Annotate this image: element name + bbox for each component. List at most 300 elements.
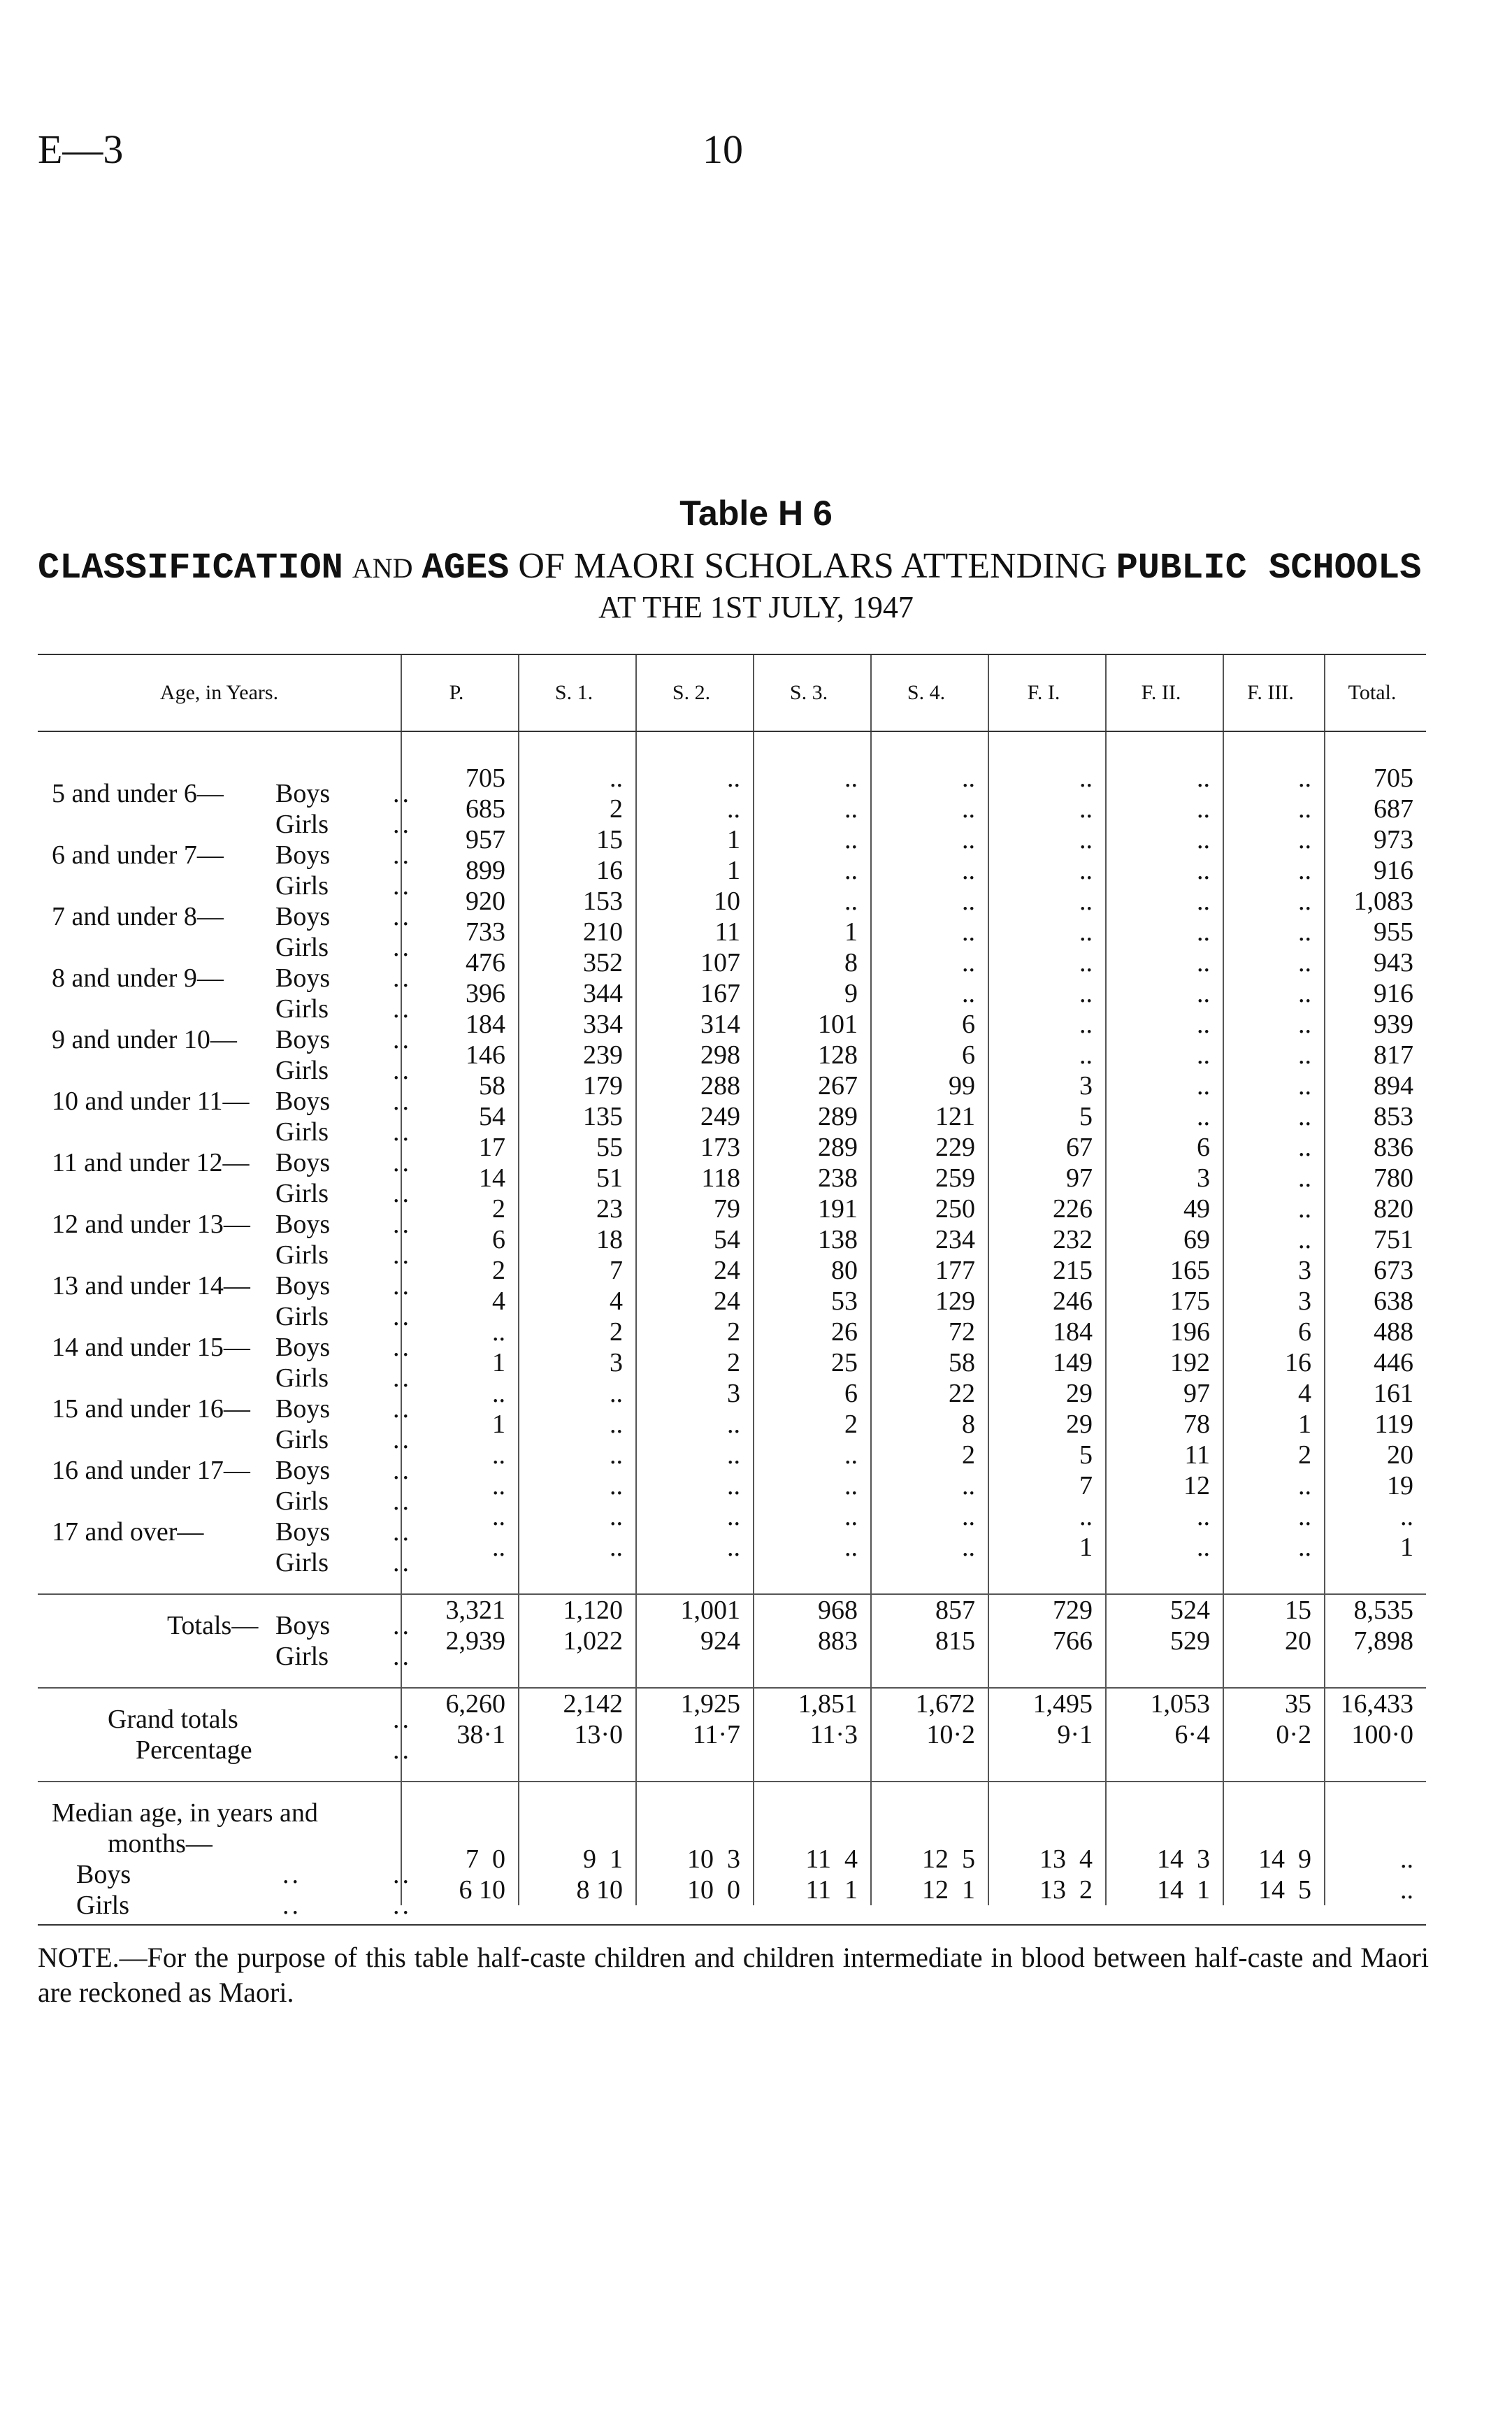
row-label [38,1532,412,1577]
table-cell: 820 [1325,1194,1426,1224]
table-cell: 2,142 [519,1688,636,1719]
table-cell: 55 [519,1132,636,1163]
table-cell: 97 [1106,1378,1223,1409]
table-cell: 210 [519,917,636,947]
table-cell: .. [1106,947,1223,978]
table-cell: 6,260 [401,1688,519,1719]
table-cell: 729 [988,1594,1106,1626]
table-cell: .. [1223,1501,1325,1532]
table-row [38,1532,1426,1563]
leader-dots: .. [393,1705,412,1734]
spacer-row [38,731,1426,763]
table-cell: 1 [988,1532,1106,1563]
table-cell: 899 [401,855,519,886]
table-cell: 446 [1325,1347,1426,1378]
spacer-row [38,1656,1426,1688]
leader-dots: .. [393,1056,412,1085]
table-cell: .. [871,1532,988,1563]
table-cell: 529 [1106,1626,1223,1656]
table-cell: 67 [988,1132,1106,1163]
table-cell: 1 [1325,1532,1426,1563]
sex-label: Girls [275,1117,329,1147]
table-cell: .. [636,1470,754,1501]
table-cell: .. [988,855,1106,886]
sex-label: Boys [275,1333,331,1362]
table-cell: 13 4 [988,1844,1106,1875]
table-row [38,1440,1426,1470]
table-cell: 238 [754,1163,871,1194]
title-part-1: CLASSIFICATION [38,547,343,589]
leader-dots: .. [393,871,412,901]
leader-dots: .. [393,1456,412,1485]
row-label [38,1719,412,1765]
table-cell: 7 0 [401,1844,519,1875]
column-header: S. 2. [636,654,754,731]
table-row [38,1009,1426,1040]
table-cell: 894 [1325,1070,1426,1101]
table-row [38,947,1426,978]
table-cell: 29 [988,1409,1106,1440]
table-row [38,1347,1426,1378]
sex-label: Boys [275,840,331,870]
table-cell: 1,120 [519,1594,636,1626]
age-range: 12 and under 13— [52,1210,250,1239]
table-cell: 246 [988,1286,1106,1317]
table-cell: .. [871,1470,988,1501]
leader-dots: .. [393,1517,412,1547]
table-cell: .. [871,978,988,1009]
sex-label: Boys [275,1087,331,1116]
table-cell: .. [988,1009,1106,1040]
table-cell: .. [1223,1224,1325,1255]
table-cell: 49 [1106,1194,1223,1224]
median-boys-label: Boys [76,1860,131,1889]
leader-dots: .. [393,1333,412,1362]
sex-label: Girls [275,1425,329,1454]
table-cell: 3 [1223,1255,1325,1286]
table-cell: 396 [401,978,519,1009]
leader-dots: .. [393,1425,412,1454]
table-row [38,824,1426,855]
table-cell: .. [401,1317,519,1347]
leader-dots: .. [393,902,412,931]
sex-label: Boys [275,1517,331,1547]
table-cell: .. [1223,886,1325,917]
table-cell: 5 [988,1440,1106,1470]
row-label [38,1317,412,1362]
totals-row [38,1626,1426,1656]
leader-dots: .. [393,1891,412,1920]
table-cell: 10 [636,886,754,917]
sex-label: Girls [275,1302,329,1331]
table-cell: 23 [519,1194,636,1224]
table-cell: 184 [988,1317,1106,1347]
table-cell: 54 [401,1101,519,1132]
table-cell: 6·4 [1106,1719,1223,1750]
table-cell: 10 3 [636,1844,754,1875]
table-cell: .. [1325,1875,1426,1905]
table-cell: .. [401,1501,519,1532]
table-cell: 97 [988,1163,1106,1194]
table-cell: 119 [1325,1409,1426,1440]
table-cell: .. [988,886,1106,917]
table-cell: 229 [871,1132,988,1163]
table-cell: .. [1106,1501,1223,1532]
leader-dots: .. [393,1240,412,1270]
leader-dots: .. [393,1271,412,1300]
grand-totals-row [38,1688,1426,1719]
table-cell: 118 [636,1163,754,1194]
table-cell: .. [636,1501,754,1532]
table-cell: 58 [871,1347,988,1378]
table-cell: 1 [636,855,754,886]
table-cell: .. [871,824,988,855]
table-cell: 8 [754,947,871,978]
table-cell: .. [871,886,988,917]
table-cell: .. [1223,1470,1325,1501]
table-cell: 973 [1325,824,1426,855]
table-cell: 14 9 [1223,1844,1325,1875]
table-cell: 149 [988,1347,1106,1378]
row-label [38,1688,412,1734]
row-label [38,886,412,931]
table-row [38,1317,1426,1347]
column-header: Age, in Years. [38,654,401,731]
row-label [38,1347,412,1393]
sex-label: Girls [275,871,329,901]
leader-dots: .. [393,1860,412,1889]
table-cell: 2 [519,794,636,824]
table-cell: 215 [988,1255,1106,1286]
table-cell: 289 [754,1132,871,1163]
sex-label: Boys [275,963,331,993]
age-range: 13 and under 14— [52,1271,250,1300]
table-cell: .. [519,1440,636,1470]
column-header: F. III. [1223,654,1325,731]
row-label [38,947,412,993]
title-part-5: PUBLIC SCHOOLS [1116,547,1422,589]
table-cell: 943 [1325,947,1426,978]
table-cell: 69 [1106,1224,1223,1255]
table-cell: 16,433 [1325,1688,1426,1719]
leader-dots: .. [393,963,412,993]
table-subtitle: AT THE 1ST JULY, 1947 [598,590,914,624]
table-cell: 14 3 [1106,1844,1223,1875]
sex-label: Girls [275,1486,329,1516]
column-header: Total. [1325,654,1426,731]
leader-dots: .. [393,1087,412,1116]
table-cell: 12 [1106,1470,1223,1501]
leader-dots: .. [393,1394,412,1424]
table-cell: 673 [1325,1255,1426,1286]
table-row [38,794,1426,824]
table-cell: 939 [1325,1009,1426,1040]
table-cell: 20 [1325,1440,1426,1470]
table-cell: .. [1106,1101,1223,1132]
leader-dots: .. [393,1025,412,1054]
table-cell: 476 [401,947,519,978]
table-cell: .. [636,763,754,794]
sex-label: Girls [275,1642,329,1671]
footnote-text: —For the purpose of this table half-caste children and children intermediate in blood between half-caste and Maori are reckoned as Maori. [38,1942,1429,2008]
row-label [38,1501,412,1547]
table-row [38,1070,1426,1101]
table-cell: .. [1106,1532,1223,1563]
table-row [38,1470,1426,1501]
table-cell: 6 [871,1040,988,1070]
table-cell: .. [754,1440,871,1470]
table-cell: 10 0 [636,1875,754,1905]
table-cell: .. [871,763,988,794]
percentage-row [38,1719,1426,1750]
sex-label: Boys [275,1025,331,1054]
table-cell: .. [871,855,988,886]
table-cell: 6 10 [401,1875,519,1905]
table-cell: 687 [1325,794,1426,824]
header-row [38,654,1426,731]
leader-dots: .. [393,1179,412,1208]
grand-totals-label: Grand totals [108,1705,238,1734]
table-cell: 751 [1325,1224,1426,1255]
table-cell: .. [988,917,1106,947]
table-cell: 766 [988,1626,1106,1656]
sex-label: Boys [275,1394,331,1424]
sex-label: Girls [275,1240,329,1270]
age-range: 5 and under 6— [52,779,224,808]
table-cell: 968 [754,1594,871,1626]
table-row [38,1163,1426,1194]
table-cell: .. [988,978,1106,1009]
sex-label: Boys [275,902,331,931]
table-cell: 1 [1223,1409,1325,1440]
table-cell: 8,535 [1325,1594,1426,1626]
table-cell: 22 [871,1378,988,1409]
percentage-label: Percentage [136,1735,252,1765]
table-cell: .. [1223,855,1325,886]
table-cell: .. [401,1470,519,1501]
age-range: 17 and over— [52,1517,204,1547]
table-cell: 524 [1106,1594,1223,1626]
table-cell: .. [1223,947,1325,978]
table-cell: 135 [519,1101,636,1132]
age-range: 16 and under 17— [52,1456,250,1485]
sex-label: Boys [275,779,331,808]
leader-dots: .. [393,779,412,808]
table-cell: 7,898 [1325,1626,1426,1656]
sex-label: Girls [275,810,329,839]
table-cell: 100·0 [1325,1719,1426,1750]
table-row [38,978,1426,1009]
table-cell: 232 [988,1224,1106,1255]
row-label [38,978,412,1024]
table-cell: 11 1 [754,1875,871,1905]
row-label [38,1224,412,1270]
row-label [38,1194,412,1239]
row-label [38,1470,412,1516]
table-cell: 107 [636,947,754,978]
table-cell: 191 [754,1194,871,1224]
table-cell: 1 [754,917,871,947]
table-cell: 1 [401,1409,519,1440]
table-cell: 288 [636,1070,754,1101]
table-cell: .. [636,1409,754,1440]
table-cell: 1,083 [1325,886,1426,917]
sex-label: Boys [275,1611,331,1640]
table-cell: .. [1223,794,1325,824]
leader-dots: .. [393,933,412,962]
table-cell: .. [1223,1132,1325,1163]
sex-label: Boys [275,1271,331,1300]
table-cell: 780 [1325,1163,1426,1194]
table-cell: 4 [1223,1378,1325,1409]
table-cell: 25 [754,1347,871,1378]
leader-dots: .. [393,1611,412,1640]
row-label [38,1070,412,1116]
table-cell: 129 [871,1286,988,1317]
table-cell: .. [401,1440,519,1470]
table-cell: 955 [1325,917,1426,947]
age-range: 8 and under 9— [52,963,224,993]
sex-label: Boys [275,1148,331,1177]
table-cell: .. [1223,1040,1325,1070]
table-cell: 53 [754,1286,871,1317]
row-label [38,917,412,962]
table-cell: 6 [871,1009,988,1040]
table-cell: 920 [401,886,519,917]
table-cell: 167 [636,978,754,1009]
table-cell: 146 [401,1040,519,1070]
table-cell: 3 [988,1070,1106,1101]
table-cell: 138 [754,1224,871,1255]
table-cell: .. [1223,1070,1325,1101]
table-cell: 3 [1223,1286,1325,1317]
row-label [38,1626,412,1671]
table-cell: 11·3 [754,1719,871,1750]
table-cell: .. [1106,1070,1223,1101]
table-row [38,1409,1426,1440]
table-cell: 11 [1106,1440,1223,1470]
table-cell: .. [988,947,1106,978]
table-row [38,1378,1426,1409]
table-cell: .. [988,1501,1106,1532]
table-cell: .. [1106,1009,1223,1040]
column-header: S. 3. [754,654,871,731]
table-cell: 79 [636,1194,754,1224]
table-cell: 11·7 [636,1719,754,1750]
table-cell: .. [988,1040,1106,1070]
table-cell: 1,925 [636,1688,754,1719]
row-label [38,1378,412,1424]
table-cell: 121 [871,1101,988,1132]
table-cell: 192 [1106,1347,1223,1378]
leader-dots: .. [393,1302,412,1331]
table-cell: 1,001 [636,1594,754,1626]
table-cell: .. [1106,886,1223,917]
table-cell: .. [754,763,871,794]
table-cell: 226 [988,1194,1106,1224]
table-row [38,1501,1426,1532]
table-cell: 11 4 [754,1844,871,1875]
row-label [38,824,412,870]
table-row [38,763,1426,794]
table-cell: 3 [636,1378,754,1409]
table-row [38,886,1426,917]
table-cell: 883 [754,1626,871,1656]
table-cell: .. [1223,1194,1325,1224]
table-cell: 10·2 [871,1719,988,1750]
table-cell: 12 1 [871,1875,988,1905]
table-cell: 3 [1106,1163,1223,1194]
leader-dots: .. [393,1486,412,1516]
table-cell: 1 [401,1347,519,1378]
table-cell: 2 [871,1440,988,1470]
table-cell: .. [1106,978,1223,1009]
leader-dots: .. [282,1860,301,1889]
table-cell: 3,321 [401,1594,519,1626]
table-cell: 853 [1325,1101,1426,1132]
table-cell: 14 1 [1106,1875,1223,1905]
table-cell: 289 [754,1101,871,1132]
median-label-row [38,1782,1426,1813]
title-part-4: OF MAORI SCHOLARS ATTENDING [518,546,1107,586]
sex-label: Girls [275,1056,329,1085]
totals-row [38,1594,1426,1626]
table-cell: 239 [519,1040,636,1070]
table-cell: 638 [1325,1286,1426,1317]
table-cell: .. [519,1378,636,1409]
table-cell: 18 [519,1224,636,1255]
table-cell: 15 [519,824,636,855]
table-cell: .. [1223,824,1325,855]
table-cell: 234 [871,1224,988,1255]
table-cell: .. [636,794,754,824]
table-cell: 3 [519,1347,636,1378]
table-cell: 128 [754,1040,871,1070]
table-cell: 11 [636,917,754,947]
table-cell: 4 [401,1286,519,1317]
column-header: F. I. [988,654,1106,731]
table-cell: .. [636,1440,754,1470]
sex-label: Boys [275,1456,331,1485]
table-cell: 80 [754,1255,871,1286]
age-range: 9 and under 10— [52,1025,237,1054]
table-cell: .. [871,917,988,947]
table-cell: .. [1223,917,1325,947]
classification-table [38,654,1426,1920]
row-label [38,794,412,839]
table-cell: 2 [636,1347,754,1378]
table-cell: 58 [401,1070,519,1101]
table-cell: .. [1223,1101,1325,1132]
leader-dots: .. [393,1148,412,1177]
table-row [38,1286,1426,1317]
title-part-2: AND [352,552,413,584]
table-cell: 16 [519,855,636,886]
table-cell: 6 [401,1224,519,1255]
table-cell: .. [754,794,871,824]
table-cell: 7 [519,1255,636,1286]
table-cell: 173 [636,1132,754,1163]
table-cell: 2,939 [401,1626,519,1656]
table-cell: 957 [401,824,519,855]
age-range: 6 and under 7— [52,840,224,870]
leader-dots: .. [393,1735,412,1765]
table-row [38,1224,1426,1255]
table-cell: 916 [1325,978,1426,1009]
table-cell: .. [754,824,871,855]
table-cell: .. [988,794,1106,824]
median-boys-row [38,1844,1426,1875]
